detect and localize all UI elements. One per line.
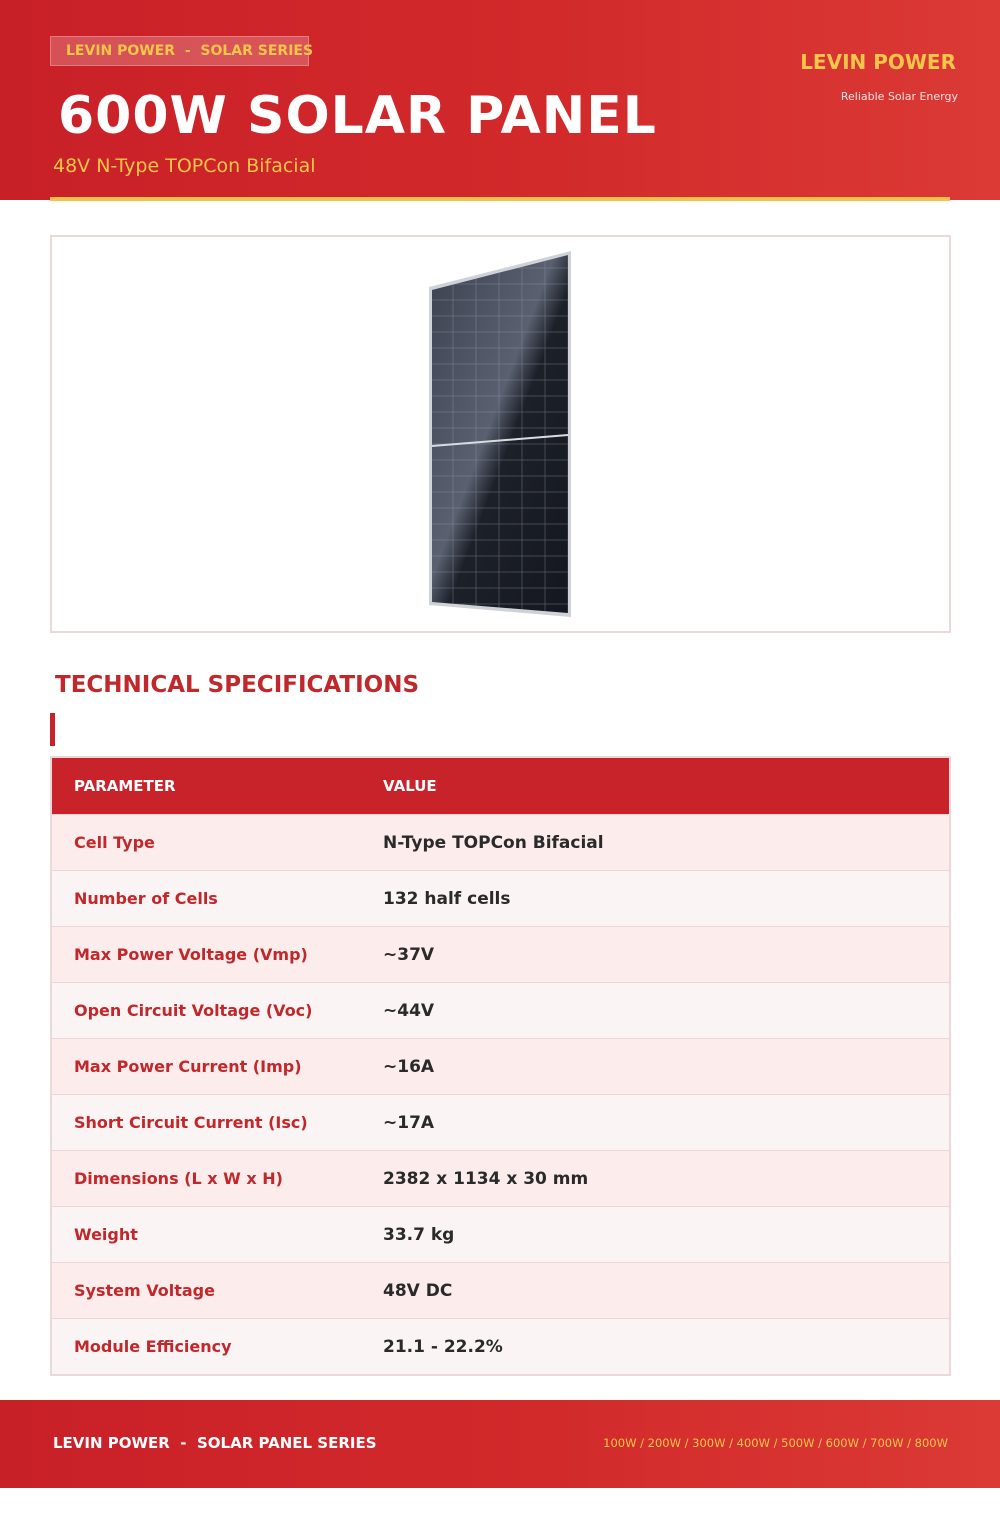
table-row bbox=[52, 870, 949, 926]
value-cell: 48V DC bbox=[383, 1280, 453, 1301]
value-cell: 21.1 - 22.2% bbox=[383, 1336, 503, 1357]
table-row bbox=[52, 1262, 949, 1318]
solar-panel-icon bbox=[427, 249, 577, 619]
value-cell: 33.7 kg bbox=[383, 1224, 455, 1245]
param-cell: Max Power Current (Imp) bbox=[74, 1057, 302, 1076]
page-subtitle: 48V N-Type TOPCon Bifacial bbox=[53, 155, 316, 177]
series-tag: LEVIN POWER - SOLAR SERIES bbox=[50, 36, 309, 66]
header-divider bbox=[50, 197, 950, 201]
param-cell: Short Circuit Current (Isc) bbox=[74, 1113, 308, 1132]
specs-title: TECHNICAL SPECIFICATIONS bbox=[55, 672, 420, 698]
param-cell: Open Circuit Voltage (Voc) bbox=[74, 1001, 313, 1020]
param-cell: Module Efficiency bbox=[74, 1337, 232, 1356]
table-row bbox=[52, 1206, 949, 1262]
header-banner bbox=[0, 0, 1000, 200]
param-cell: Max Power Voltage (Vmp) bbox=[74, 945, 308, 964]
table-row bbox=[52, 1094, 949, 1150]
brand-tagline: Reliable Solar Energy bbox=[840, 90, 958, 103]
param-cell: Cell Type bbox=[74, 833, 155, 852]
header-parameter: PARAMETER bbox=[74, 777, 176, 795]
table-row bbox=[52, 1318, 949, 1374]
value-cell: 132 half cells bbox=[383, 888, 511, 909]
value-cell: ~44V bbox=[383, 1000, 435, 1021]
value-cell: ~37V bbox=[383, 944, 435, 965]
value-cell: ~17A bbox=[383, 1112, 435, 1133]
value-cell: ~16A bbox=[383, 1056, 435, 1077]
product-image-frame bbox=[50, 235, 951, 633]
footer-series: LEVIN POWER - SOLAR PANEL SERIES bbox=[53, 1434, 377, 1452]
footer-wattage-list: 100W / 200W / 300W / 400W / 500W / 600W / 700W / 800W bbox=[603, 1436, 948, 1450]
header-value: VALUE bbox=[383, 777, 437, 795]
table-row bbox=[52, 926, 949, 982]
value-cell: 2382 x 1134 x 30 mm bbox=[383, 1168, 589, 1189]
page-title: 600W SOLAR PANEL bbox=[58, 86, 657, 146]
table-row bbox=[52, 982, 949, 1038]
table-header bbox=[52, 758, 949, 814]
param-cell: Weight bbox=[74, 1225, 138, 1244]
table-row bbox=[52, 1038, 949, 1094]
section-accent-bar bbox=[50, 713, 55, 746]
table-row bbox=[52, 814, 949, 870]
value-cell: N-Type TOPCon Bifacial bbox=[383, 832, 604, 853]
param-cell: System Voltage bbox=[74, 1281, 215, 1300]
table-row bbox=[52, 1150, 949, 1206]
param-cell: Number of Cells bbox=[74, 889, 218, 908]
param-cell: Dimensions (L x W x H) bbox=[74, 1169, 283, 1188]
spec-table bbox=[50, 756, 951, 1376]
footer-banner bbox=[0, 1400, 1000, 1488]
brand-name: LEVIN POWER bbox=[800, 50, 956, 74]
